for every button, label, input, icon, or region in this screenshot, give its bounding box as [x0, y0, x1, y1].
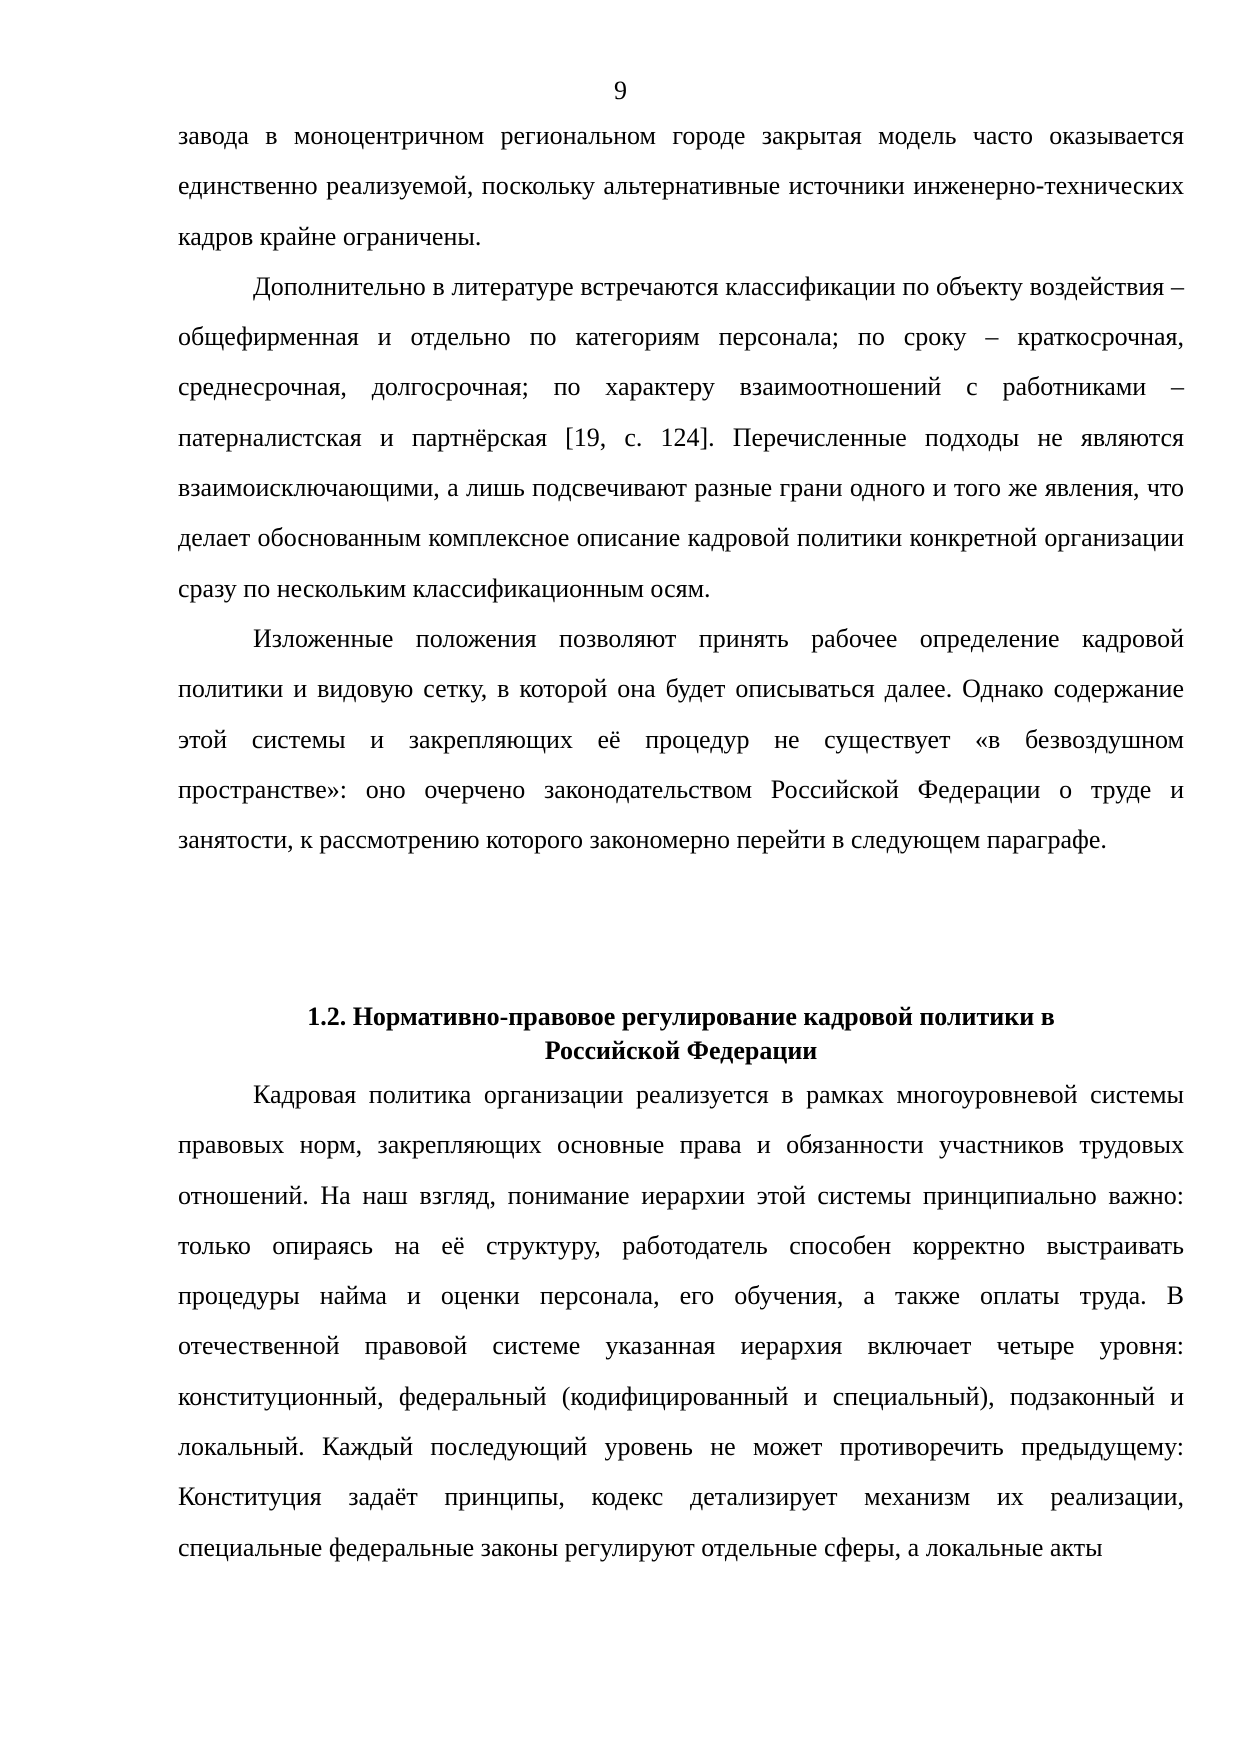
section-heading [178, 1000, 1184, 1068]
section-heading-line-2: Российской Федерации [544, 1036, 818, 1065]
paragraph-continuation: завода в моноцентричном региональном городе закрытая модель часто оказывается единственно реализуемой, поскольку альтернативные источники инженерно-технических кадров крайне ограничены. [178, 121, 1184, 251]
paragraph-legal-hierarchy: Кадровая политика организации реализуется в рамках многоуровневой системы правовых норм, закрепляющих основные права и обязанности участников трудовых отношений. На наш взгляд, понимание иерархии этой системы принципиально важно: только опираясь на её структуру, работодатель способен корректно выстраивать процедуры найма и оценки персонала, его обучения, а также оплаты труда. В отечественной правовой системе указанная иерархия включает четыре уровня: конституционный, федеральный (кодифицированный и специальный), подзаконный и локальный. Каждый последующий уровень не может противоречить предыдущему: Конституция задаёт принципы, кодекс детализирует механизм их реализации, специальные федеральные законы регулируют отдельные сферы, а локальные акты [178, 1080, 1184, 1562]
paragraph-transition: Изложенные положения позволяют принять рабочее определение кадровой политики и видовую сетку, в которой она будет описываться далее. Однако содержание этой системы и закрепляющих её процедур не существует «в безвоздушном пространстве»: оно очерчено законодательством Российской Федерации о труде и занятости, к рассмотрению которого закономерно перейти в следующем параграфе. [178, 623, 1184, 855]
page-number: 9 [614, 76, 627, 105]
body-text-before-heading [178, 111, 1184, 865]
paragraph-classifications: Дополнительно в литературе встречаются классификации по объекту воздействия – общефирменная и отдельно по категориям персонала; по сроку – краткосрочная, среднесрочная, долгосрочная; по характеру взаимоотношений с работниками – патерналистская и партнёрская [19, с. 124]. Перечисленные подходы не являются взаимоисключающими, а лишь подсвечивают разные грани одного и того же явления, что делает обоснованным комплексное описание кадровой политики конкретной организации сразу по нескольким классификационным осям. [178, 271, 1184, 603]
body-text-after-heading [178, 1070, 1184, 1573]
section-heading-line-1: 1.2. Нормативно-правовое регулирование кадровой политики в [307, 1002, 1055, 1031]
